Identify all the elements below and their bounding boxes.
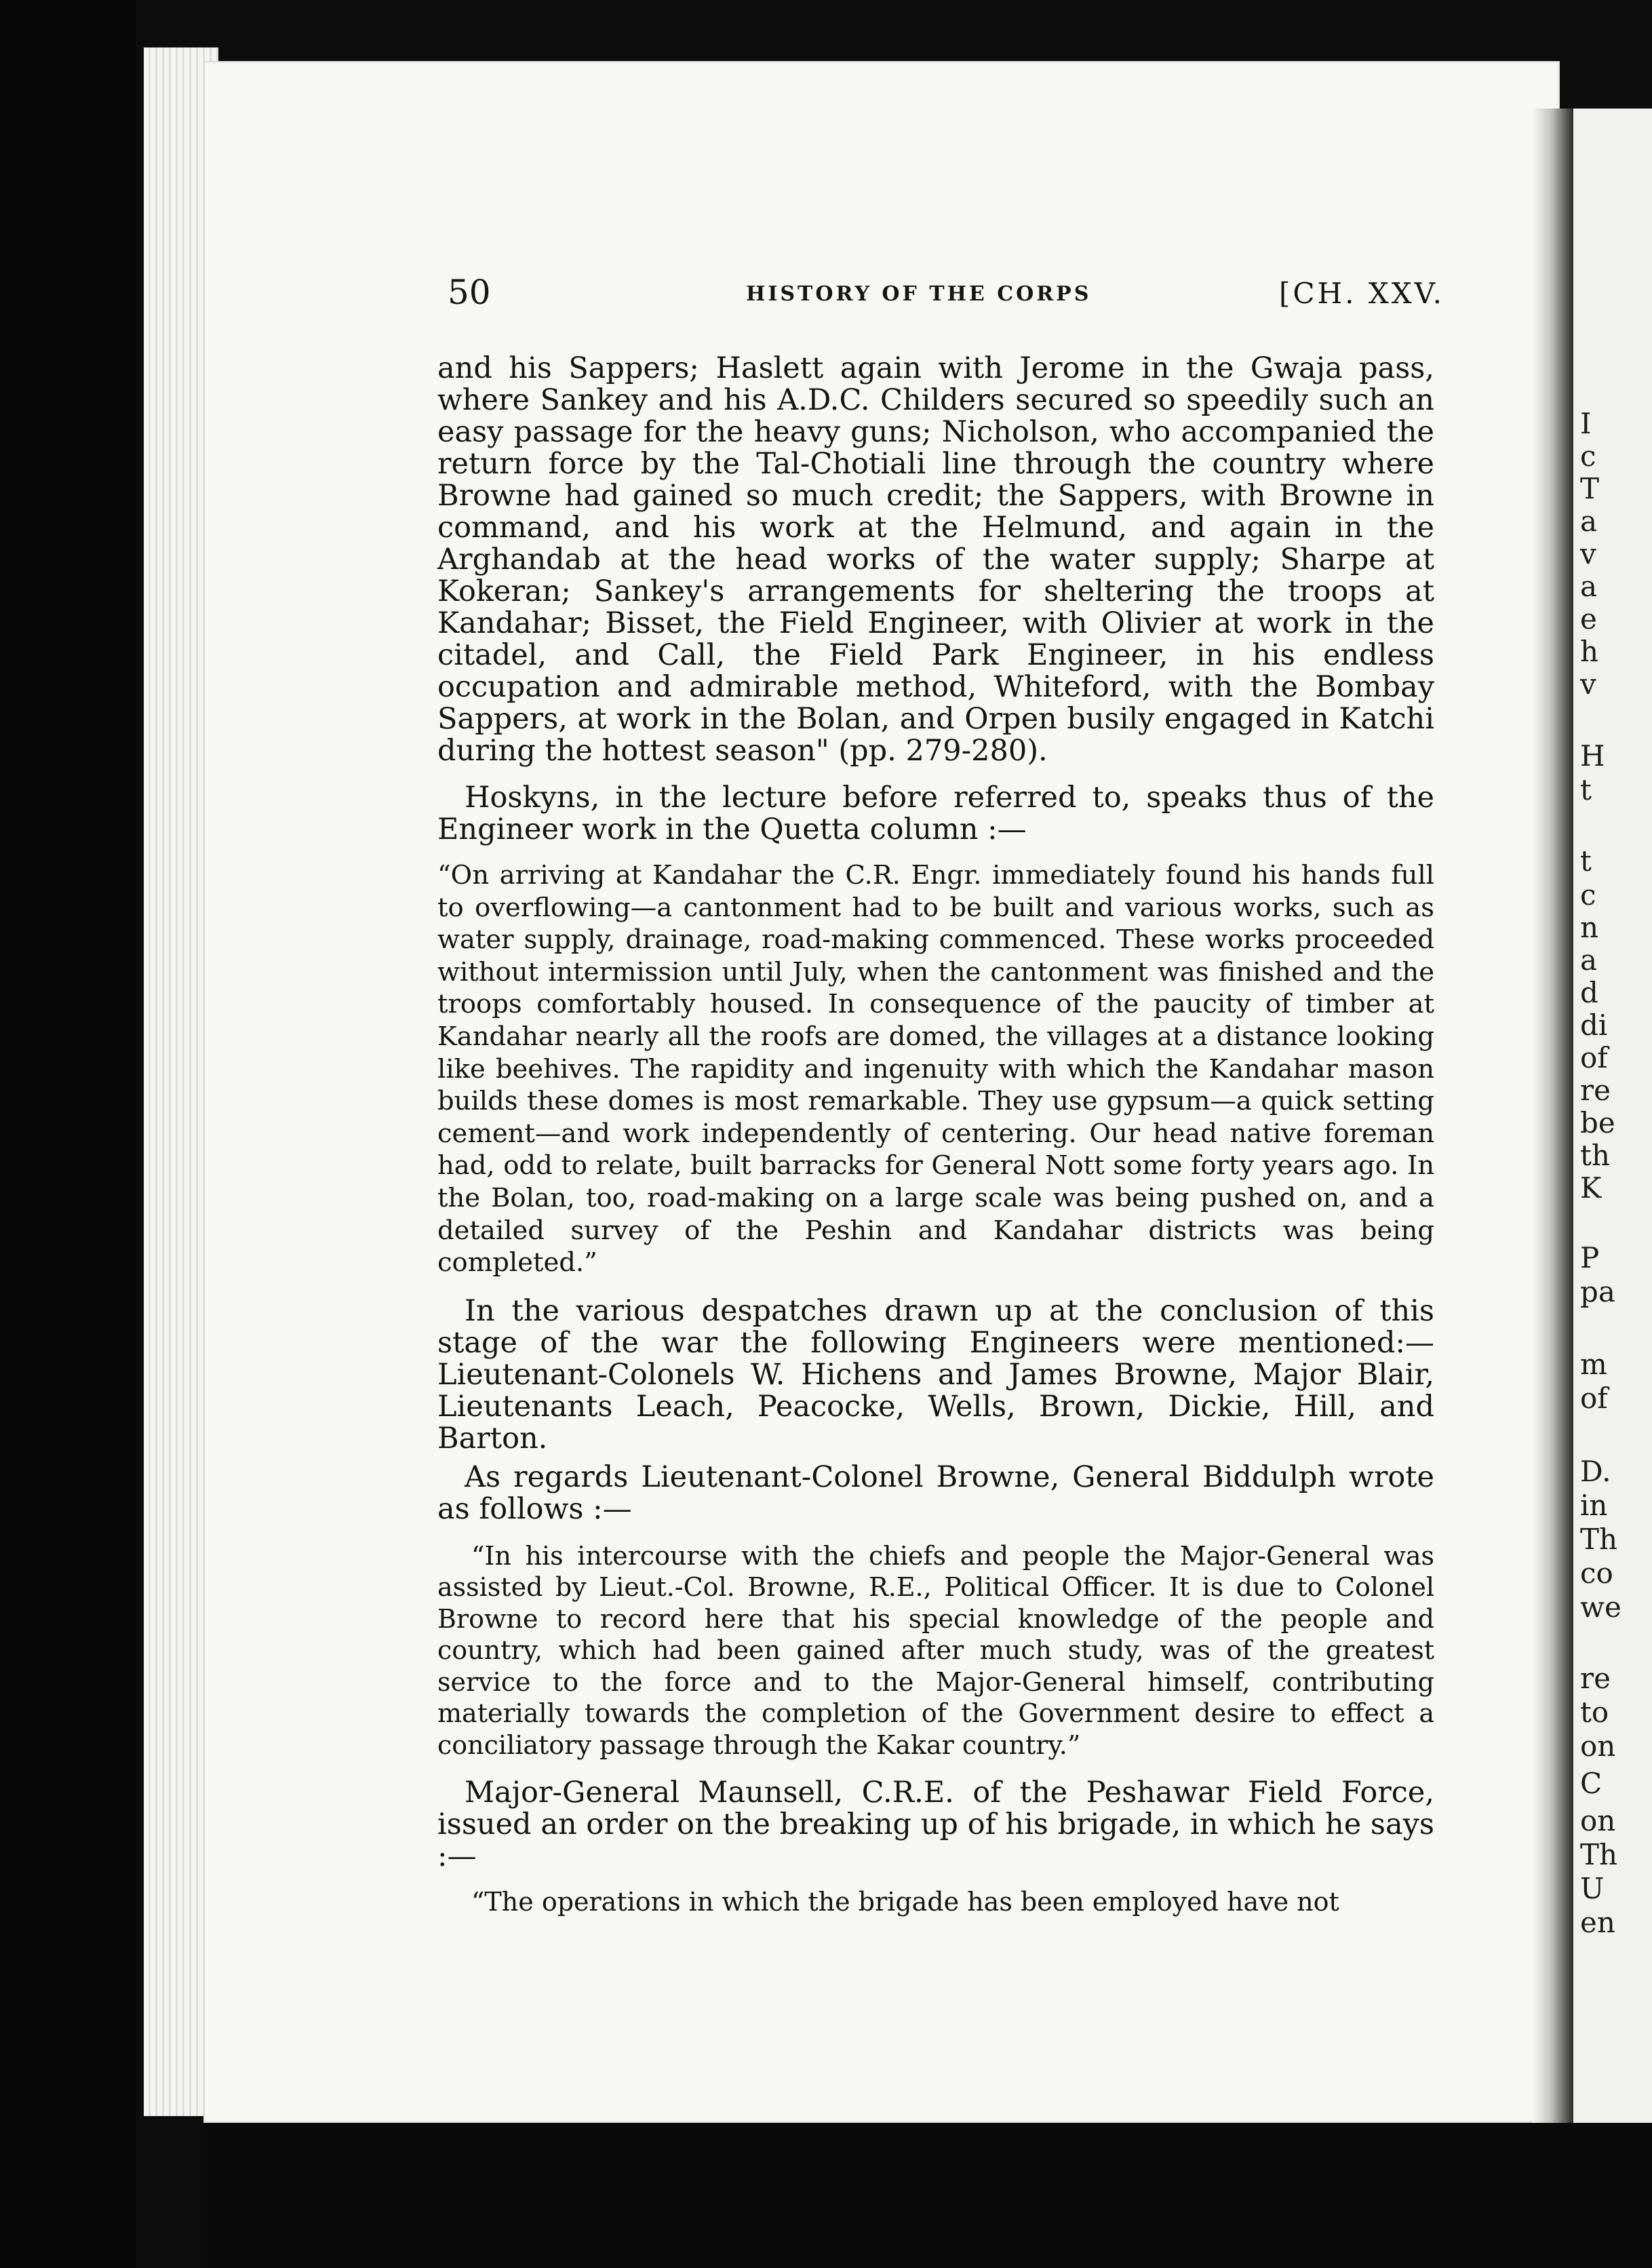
facing-fragment: we xyxy=(1580,1590,1621,1624)
hoskyns-quote: “On arriving at Kandahar the C.R. Engr. immediately found his hands full to overflowing—a cantonment had to be built and various works, such as water supply, drainage, road-making commenced. These works proceeded without intermission until July, when the cantonment was finished and the troops comfortably housed. In consequence of the paucity of timber at Kandahar nearly all the roofs are domed, the villages at a distance looking like beehives. The rapidity and ingenuity with which the Kandahar mason builds these domes is most remarkable. They use gypsum—a quick setting cement—and work independently of centering. Our head native foreman had, odd to relate, built barracks for General Nott some forty years ago. In the Bolan, too, road-making on a large scale was being pushed on, and a detailed survey of the Peshin and Kandahar districts was being completed.” xyxy=(437,860,1434,1278)
page-header xyxy=(448,273,1444,320)
hoskyns-intro: Hoskyns, in the lecture before referred to, speaks thus of the Engineer work in the Quetta column :— xyxy=(437,781,1434,846)
facing-fragment: I xyxy=(1580,407,1592,440)
facing-fragment: in xyxy=(1580,1489,1608,1522)
facing-fragment: to xyxy=(1580,1696,1609,1729)
maunsell-quote: “The operations in which the brigade has been employed have not xyxy=(471,1887,1339,1917)
facing-fragment: di xyxy=(1580,1009,1608,1042)
facing-fragment: re xyxy=(1580,1662,1611,1695)
facing-fragment: U xyxy=(1580,1872,1605,1905)
facing-fragment: m xyxy=(1580,1348,1607,1381)
maunsell-intro: Major-General Maunsell, C.R.E. of the Peshawar Field Force, issued an order on the breaking up of his brigade, in which he says :— xyxy=(437,1776,1434,1874)
facing-fragment: Th xyxy=(1580,1838,1618,1871)
facing-fragment: D. xyxy=(1580,1455,1611,1488)
facing-fragment: v xyxy=(1580,537,1596,570)
facing-fragment: co xyxy=(1580,1557,1613,1590)
facing-fragment: on xyxy=(1580,1729,1616,1763)
facing-fragment: e xyxy=(1580,602,1597,636)
facing-fragment: P xyxy=(1580,1241,1600,1274)
facing-fragment: re xyxy=(1580,1074,1611,1107)
facing-fragment: t xyxy=(1580,844,1592,878)
facing-fragment: th xyxy=(1580,1139,1610,1172)
facing-fragment: of xyxy=(1580,1041,1608,1074)
browne-intro: As regards Lieutenant-Colonel Browne, General Biddulph wrote as follows :— xyxy=(437,1460,1434,1526)
page-text xyxy=(437,353,1434,1918)
facing-fragment: n xyxy=(1580,911,1599,944)
facing-fragment: a xyxy=(1580,570,1598,603)
facing-fragment: a xyxy=(1580,505,1598,538)
facing-fragment: Th xyxy=(1580,1523,1618,1556)
facing-fragment: pa xyxy=(1580,1275,1615,1308)
facing-fragment: T xyxy=(1580,472,1600,505)
facing-fragment: of xyxy=(1580,1382,1608,1415)
facing-fragment: en xyxy=(1580,1906,1615,1939)
facing-fragment: a xyxy=(1580,943,1598,977)
quote-continuation: and his Sappers; Haslett again with Jerome in the Gwaja pass, where Sankey and his A.D.C. Childers secured so speedily such an easy passage for the heavy guns; Nicholson, who accompanied the return force by the Tal-Chotiali line through the country where Browne had gained so much credit; the Sappers, with Browne in command, and his work at the Helmund, and again in the Arghandab at the head works of the water supply; Sharpe at Kokeran; Sankey's arrangements for sheltering the troops at Kandahar; Bisset, the Field Engineer, with Olivier at work in the citadel, and Call, the Field Park Engineer, in his endless occupation and admirable method, Whiteford, with the Bombay Sappers, at work in the Bolan, and Orpen busily engaged in Katchi during the hottest season" (pp. 279-280). xyxy=(437,351,1434,768)
facing-fragment: d xyxy=(1580,976,1598,1009)
facing-fragment: h xyxy=(1580,635,1599,668)
despatches-paragraph: In the various despatches drawn up at the conclusion of this stage of the war the following Engineers were mentioned:— Lieutenant-Colonels W. Hichens and James Browne, Major Blair, Lieutenants Leach, Peacocke, Wells, Brown, Dickie, Hill, and Barton. xyxy=(437,1293,1434,1455)
facing-fragment: H xyxy=(1580,739,1605,773)
running-title: HISTORY OF THE CORPS xyxy=(746,282,1092,306)
facing-fragment: c xyxy=(1580,439,1596,473)
facing-fragment: on xyxy=(1580,1804,1616,1837)
biddulph-quote: “In his intercourse with the chiefs and people the Major-General was assisted by Lieut.-Col. Browne, R.E., Political Officer. It is due to Colonel Browne to record here that his special knowledge of the people and country, which had been gained after much study, was of the greatest service to the force and to the Major-General himself, contributing materially towards the completion of the Government desire to effect a conciliatory passage through the Kakar country.” xyxy=(437,1540,1434,1760)
left-dark-margin xyxy=(0,0,136,2268)
facing-fragment: t xyxy=(1580,773,1592,806)
facing-fragment: C xyxy=(1580,1767,1602,1800)
page-number: 50 xyxy=(448,273,491,312)
facing-fragment: be xyxy=(1580,1106,1615,1139)
book-spine-shadow xyxy=(1533,109,1573,2130)
facing-fragment: v xyxy=(1580,667,1596,701)
chapter-label: [CH. XXV. xyxy=(1279,277,1444,310)
bottom-dark-margin xyxy=(203,2123,1652,2268)
facing-page xyxy=(1573,109,1652,2130)
facing-fragment: K xyxy=(1580,1171,1602,1205)
facing-fragment: c xyxy=(1580,878,1596,912)
